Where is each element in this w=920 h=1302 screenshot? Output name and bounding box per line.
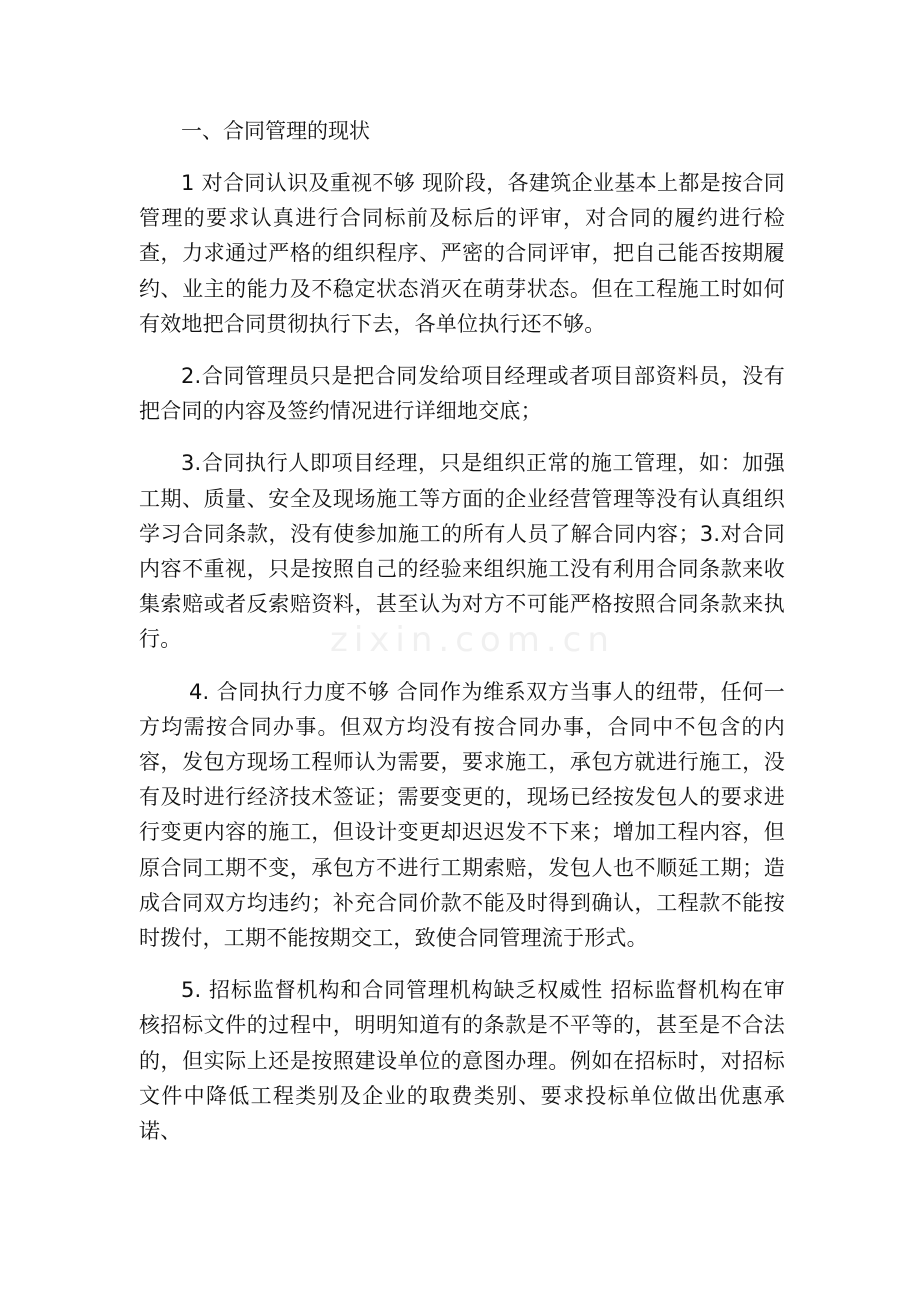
document-body	[139, 112, 785, 1166]
paragraph-5: 5. 招标监督机构和合同管理机构缺乏权威性 招标监督机构在审核招标文件的过程中，明明知道有的条款是不平等的，甚至是不合法的，但实际上还是按照建设单位的意图办理。例如在招标时，对招标文件中降低工程类别及企业的取费类别、要求投标单位做出优惠承诺、	[139, 978, 785, 1144]
paragraph-4: 4. 合同执行力度不够 合同作为维系双方当事人的纽带，任何一方均需按合同办事。但双方均没有按合同办事，合同中不包含的内容，发包方现场工程师认为需要，要求施工，承包方就进行施工，没有及时进行经济技术签证；需要变更的，现场已经按发包人的要求进行变更内容的施工，但设计变更却迟迟发不下来；增加工程内容，但原合同工期不变，承包方不进行工期索赔，发包人也不顺延工期；造成合同双方均违约；补充合同价款不能及时得到确认，工程款不能按时拨付，工期不能按期交工，致使合同管理流于形式。	[139, 679, 785, 951]
paragraph-2: 2.合同管理员只是把合同发给项目经理或者项目部资料员，没有把合同的内容及签约情况进行详细地交底；	[139, 364, 785, 424]
paragraph-1: 1 对合同认识及重视不够 现阶段，各建筑企业基本上都是按合同管理的要求认真进行合同标前及标后的评审，对合同的履约进行检查，力求通过严格的组织程序、严密的合同评审，把自己能否按期履约、业主的能力及不稳定状态消灭在萌芽状态。但在工程施工时如何有效地把合同贯彻执行下去，各单位执行还不够。	[139, 171, 785, 336]
paragraph-3: 3.合同执行人即项目经理，只是组织正常的施工管理，如：加强工期、质量、安全及现场施工等方面的企业经营管理等没有认真组织学习合同条款，没有使参加施工的所有人员了解合同内容；3.对合同内容不重视，只是按照自己的经验来组织施工没有利用合同条款来收集索赔或者反索赔资料，甚至认为对方不可能严格按照合同条款来执行。	[139, 451, 785, 652]
section-heading: 一、合同管理的现状	[181, 119, 370, 143]
watermark: zixin.com.cn	[330, 620, 615, 660]
